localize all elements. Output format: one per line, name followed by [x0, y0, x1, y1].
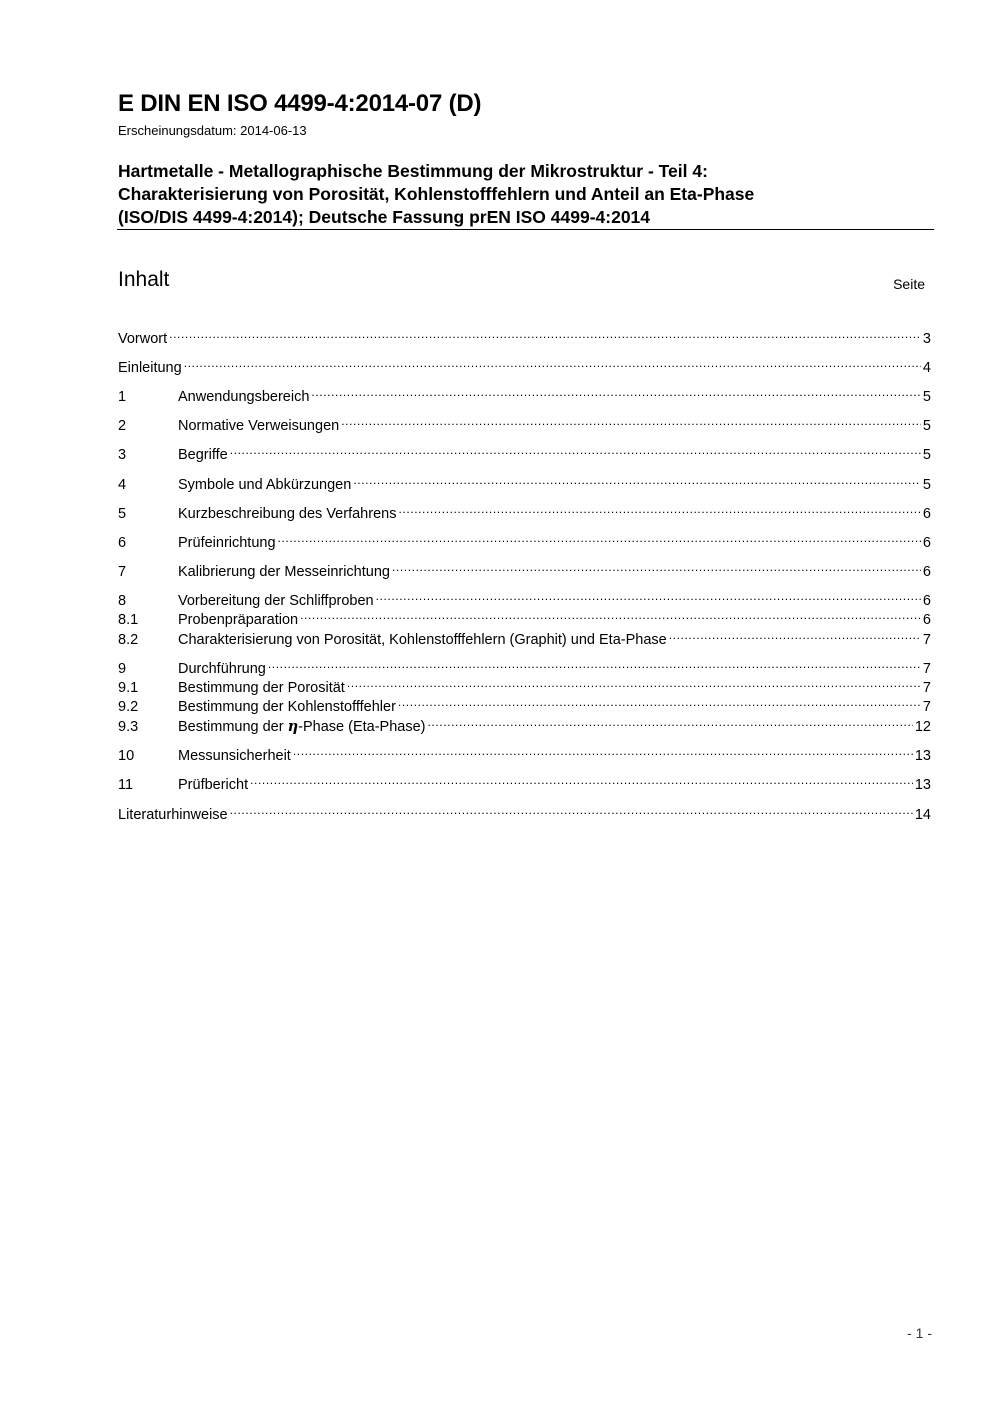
page-number: - 1 -	[907, 1325, 932, 1341]
dot-leader	[341, 412, 921, 430]
toc-entry-title[interactable]: Prüfeinrichtung	[178, 535, 276, 551]
toc-entry-number: 8.2	[118, 632, 139, 648]
toc-entry-number: 6	[118, 535, 127, 551]
toc-entry-page[interactable]: 6	[922, 593, 931, 609]
publication-date: Erscheinungsdatum: 2014-06-13	[118, 123, 307, 138]
toc-entry-title[interactable]: Charakterisierung von Porosität, Kohlenstofffehlern (Graphit) und Eta-Phase	[178, 632, 667, 648]
toc-entry-page[interactable]: 13	[914, 777, 931, 793]
toc-entry-number: 8.1	[118, 612, 139, 628]
toc-entry-page[interactable]: 7	[922, 680, 931, 696]
toc-entry-title[interactable]: Probenpräparation	[178, 612, 299, 628]
toc-entry-page[interactable]: 14	[914, 807, 931, 823]
toc-entry-number: 8	[118, 593, 127, 609]
toc-entry-number: 3	[118, 447, 127, 463]
document-code: E DIN EN ISO 4499-4:2014-07 (D)	[118, 90, 482, 117]
toc-entry-5[interactable]	[118, 500, 931, 522]
toc-entry-11[interactable]	[118, 771, 931, 793]
toc-entry-number: 9.2	[118, 699, 139, 715]
toc-entry-vorwort[interactable]	[118, 325, 931, 347]
toc-entry-number: 9.1	[118, 680, 139, 696]
toc-entry-page[interactable]: 13	[914, 748, 931, 764]
toc-entry-number: 4	[118, 477, 127, 493]
toc-entry-title[interactable]: Prüfbericht	[178, 777, 249, 793]
dot-leader	[278, 529, 921, 547]
toc-entry-title[interactable]: Kurzbeschreibung des Verfahrens	[178, 506, 397, 522]
toc-entry-title[interactable]: Einleitung	[118, 360, 182, 376]
toc-entry-title[interactable]	[178, 718, 426, 736]
toc-entry-9[interactable]	[118, 655, 931, 677]
toc-entry-title[interactable]: Vorwort	[118, 331, 168, 347]
toc-entry-number: 9	[118, 661, 127, 677]
toc-entry-8-1[interactable]	[118, 606, 931, 628]
dot-leader	[392, 558, 921, 576]
toc-entry-title[interactable]: Symbole und Abkürzungen	[178, 477, 352, 493]
toc-entry-number: 11	[118, 777, 134, 793]
dot-leader	[230, 441, 921, 459]
toc-entry-page[interactable]: 5	[922, 418, 931, 434]
toc-entry-number: 9.3	[118, 719, 139, 735]
dot-leader	[250, 771, 913, 789]
toc-entry-2[interactable]	[118, 412, 931, 434]
toc-entry-4[interactable]	[118, 471, 931, 493]
toc-entry-6[interactable]	[118, 529, 931, 551]
toc-entry-page[interactable]: 3	[922, 331, 931, 347]
document-title	[118, 160, 933, 229]
toc-entry-3[interactable]	[118, 441, 931, 463]
toc-entry-page[interactable]: 6	[922, 612, 931, 628]
toc-entry-number: 2	[118, 418, 127, 434]
toc-entry-number: 10	[118, 748, 135, 764]
toc-entry-8[interactable]	[118, 587, 931, 609]
dot-leader	[376, 587, 921, 605]
toc-entry-page[interactable]: 7	[922, 661, 931, 677]
dot-leader	[398, 500, 920, 518]
toc-entry-title[interactable]: Vorbereitung der Schliffproben	[178, 593, 374, 609]
toc-entry-9-3[interactable]	[118, 713, 931, 735]
toc-entry-9-2[interactable]	[118, 693, 931, 715]
toc-entry-page[interactable]: 5	[922, 447, 931, 463]
toc-entry-literaturhinweise[interactable]	[118, 801, 931, 823]
eta-symbol: η	[287, 718, 299, 735]
toc-entry-page[interactable]: 7	[922, 699, 931, 715]
toc-entry-title[interactable]: Durchführung	[178, 661, 266, 677]
title-line: Hartmetalle - Metallographische Bestimmung der Mikrostruktur - Teil 4:	[118, 161, 708, 181]
toc-entry-7[interactable]	[118, 558, 931, 580]
toc-entry-page[interactable]: 6	[922, 535, 931, 551]
toc-entry-page[interactable]: 5	[922, 477, 931, 493]
toc-entry-title[interactable]: Literaturhinweise	[118, 807, 228, 823]
toc-title-prefix: Bestimmung der	[178, 719, 288, 735]
dot-leader	[169, 325, 921, 343]
toc-entry-page[interactable]: 5	[922, 389, 931, 405]
toc-page-label: Seite	[893, 276, 925, 292]
dot-leader	[311, 383, 921, 401]
toc-entry-page[interactable]: 12	[914, 719, 931, 735]
toc-title-suffix: -Phase (Eta-Phase)	[298, 719, 426, 735]
toc-entry-page[interactable]: 6	[922, 506, 931, 522]
toc-heading: Inhalt	[118, 268, 170, 291]
toc-entry-1[interactable]	[118, 383, 931, 405]
toc-entry-page[interactable]: 4	[922, 360, 931, 376]
dot-leader	[353, 471, 921, 489]
dot-leader	[293, 742, 913, 760]
toc-entry-einleitung[interactable]	[118, 354, 931, 376]
toc-entry-title[interactable]: Bestimmung der Porosität	[178, 680, 345, 696]
toc-entry-9-1[interactable]	[118, 674, 931, 696]
toc-entry-title[interactable]: Kalibrierung der Messeinrichtung	[178, 564, 390, 580]
title-line: (ISO/DIS 4499-4:2014); Deutsche Fassung prEN ISO 4499-4:2014	[118, 207, 651, 227]
toc-entry-title[interactable]: Bestimmung der Kohlenstofffehler	[178, 699, 396, 715]
title-line: Charakterisierung von Porosität, Kohlenstofffehlern und Anteil an Eta-Phase	[118, 184, 755, 204]
dot-leader	[268, 655, 921, 673]
toc-entry-title[interactable]: Normative Verweisungen	[178, 418, 340, 434]
toc-entry-number: 5	[118, 506, 127, 522]
dot-leader	[669, 626, 921, 644]
dot-leader	[428, 713, 913, 731]
dot-leader	[300, 606, 921, 624]
toc-entry-title[interactable]: Anwendungsbereich	[178, 389, 310, 405]
toc-entry-title[interactable]: Begriffe	[178, 447, 228, 463]
dot-leader	[398, 693, 921, 711]
toc-entry-page[interactable]: 6	[922, 564, 931, 580]
toc-entry-number: 1	[118, 389, 127, 405]
toc-entry-10[interactable]	[118, 742, 931, 764]
dot-leader	[347, 674, 921, 692]
toc-entry-number: 7	[118, 564, 127, 580]
dot-leader	[230, 801, 913, 819]
toc-entry-8-2[interactable]	[118, 626, 931, 648]
title-divider	[117, 229, 934, 230]
toc-entry-title[interactable]: Messunsicherheit	[178, 748, 291, 764]
dot-leader	[184, 354, 921, 372]
toc-entry-page[interactable]: 7	[922, 632, 931, 648]
